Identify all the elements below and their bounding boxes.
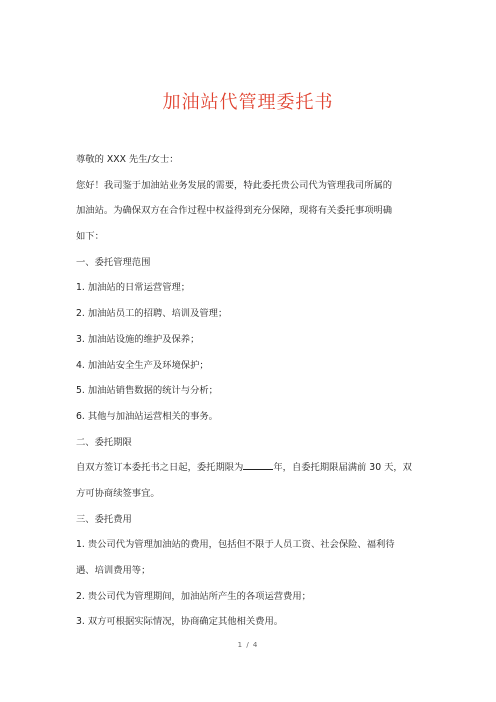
- intro-line: 如下：: [76, 231, 104, 243]
- scope-item: 4. 加油站安全生产及环境保护；: [76, 359, 209, 371]
- fee-item: 1. 贵公司代为管理加油站的费用，包括但不限于人员工资、社会保险、福利待: [76, 539, 395, 551]
- scope-item: 3. 加油站设施的维护及保养；: [76, 333, 200, 345]
- fee-item: 2. 贵公司代为管理期间，加油站所产生的各项运营费用；: [76, 590, 311, 602]
- term-text-after-blank: 年，自委托期限届满前 30 天，双: [273, 462, 412, 474]
- fee-item: 3. 双方可根据实际情况，协商确定其他相关费用。: [76, 616, 284, 628]
- scope-item: 1. 加油站的日常运营管理；: [76, 282, 191, 294]
- term-paragraph-line: 方可协商续签事宜。: [76, 487, 160, 499]
- salutation: 尊敬的 XXX 先生/女士：: [76, 154, 179, 165]
- scope-item: 2. 加油站员工的招聘、培训及管理；: [76, 308, 228, 320]
- section-heading-term: 二、委托期限: [76, 436, 132, 448]
- section-heading-scope: 一、委托管理范围: [76, 256, 151, 268]
- fee-item-continuation: 遇、培训费用等；: [76, 565, 151, 576]
- document-title: 加油站代管理委托书: [162, 92, 334, 113]
- document-body: [76, 151, 421, 632]
- section-heading-fees: 三、委托费用: [76, 513, 132, 525]
- intro-line: 您好！我司鉴于加油站业务发展的需要，特此委托贵公司代为管理我司所属的: [76, 179, 393, 191]
- term-paragraph-line: [76, 459, 421, 477]
- page-number: 1 / 4: [237, 641, 259, 649]
- scope-item: 6. 其他与加油站运营相关的事务。: [76, 410, 218, 422]
- scope-item: 5. 加油站销售数据的统计与分析；: [76, 385, 218, 397]
- intro-line: 加油站。为确保双方在合作过程中权益得到充分保障，现将有关委托事项明确: [76, 205, 393, 217]
- term-years-blank: [243, 460, 273, 470]
- term-text-before-blank: 自双方签订本委托书之日起，委托期限为: [76, 462, 244, 474]
